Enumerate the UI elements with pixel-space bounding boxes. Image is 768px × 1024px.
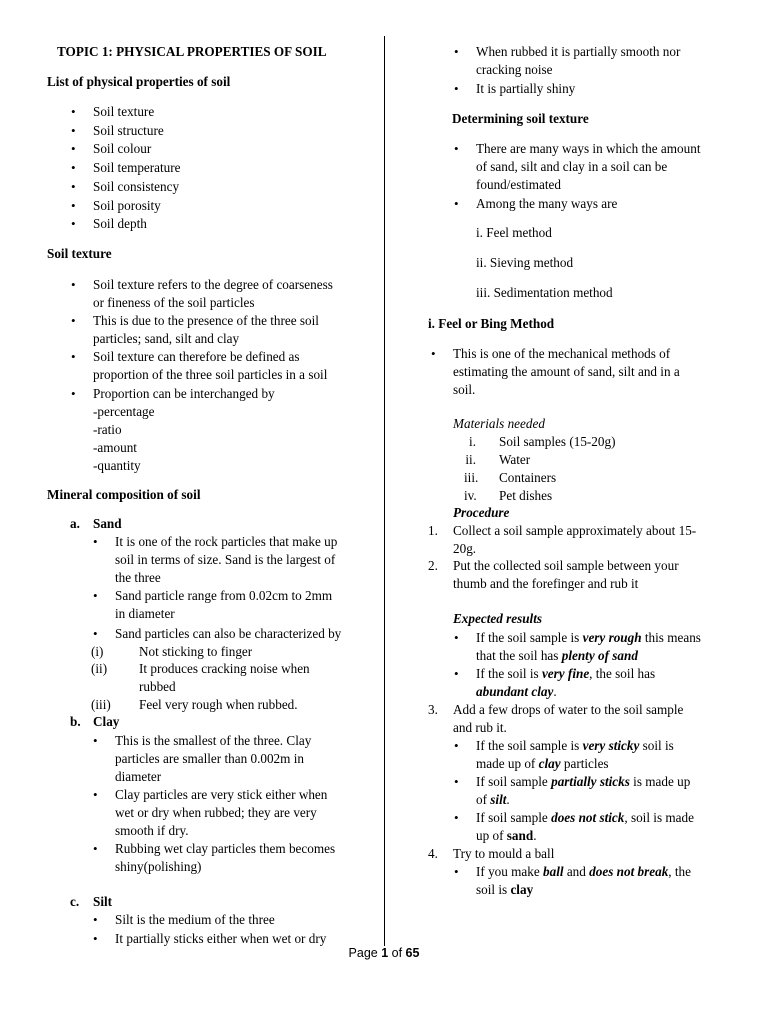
- silt-cont-bullet-1-line-2: cracking noise: [476, 62, 553, 77]
- texture-bullet-4: • Proportion can be interchanged by: [93, 385, 275, 403]
- method-item: iii. Sedimentation method: [476, 285, 613, 300]
- sand-char-text: Feel very rough when rubbed.: [139, 697, 298, 712]
- clay-bullet-2-line-3: smooth if dry.: [115, 823, 189, 838]
- step-1-line-2: 20g.: [453, 541, 477, 556]
- texture-bullet-4-line-3: -ratio: [93, 422, 122, 437]
- sand-char-number: (iii): [91, 697, 111, 712]
- result-very-fine-line-2: abundant clay.: [476, 684, 557, 699]
- expected-heading: Expected results: [453, 611, 543, 626]
- method-item: i. Feel method: [476, 225, 552, 240]
- determining-bullet-1-line-2: of sand, silt and clay in a soil can be: [476, 159, 668, 174]
- page-footer: Page 1 of 65: [348, 946, 420, 960]
- step-3-line-2: and rub it.: [453, 720, 507, 735]
- clay-marker: b.: [70, 714, 81, 729]
- silt-cont-bullet-1: • When rubbed it is partially smooth nor: [476, 43, 680, 61]
- result-very-rough: • If the soil sample is very rough this means: [476, 629, 701, 647]
- silt-cont-bullet-2: • It is partially shiny: [476, 80, 575, 98]
- material-number: iii.: [464, 470, 479, 485]
- result-very-sticky-line-2: made up of clay particles: [476, 756, 609, 771]
- determining-bullet-1: • There are many ways in which the amount: [476, 140, 700, 158]
- silt-title: Silt: [93, 894, 113, 909]
- clay-bullet-1-line-2: particles are smaller than 0.002m in: [115, 751, 304, 766]
- result-ball: • If you make ball and does not break, the: [476, 863, 691, 881]
- result-does-not-stick: • If soil sample does not stick, soil is made: [476, 809, 694, 827]
- step-1-number: 1.: [428, 523, 438, 538]
- texture-bullet-3: • Soil texture can therefore be defined as: [93, 348, 300, 366]
- column-divider: [384, 36, 385, 946]
- texture-bullet-3-line-2: proportion of the three soil particles in a soil: [93, 367, 328, 382]
- clay-bullet-1-line-3: diameter: [115, 769, 162, 784]
- step-4-line-1: Try to mould a ball: [453, 846, 555, 861]
- material-number: ii.: [465, 452, 476, 467]
- texture-heading: Soil texture: [47, 246, 112, 261]
- texture-bullet-2-line-2: particles; sand, silt and clay: [93, 331, 240, 346]
- materials-heading: Materials needed: [453, 416, 545, 431]
- result-partially-sticks-line-2: of silt.: [476, 792, 510, 807]
- clay-bullet-2: • Clay particles are very stick either when: [115, 786, 327, 804]
- clay-bullet-1: • This is the smallest of the three. Clay: [115, 732, 311, 750]
- determining-bullet-1-line-3: found/estimated: [476, 177, 561, 192]
- sand-marker: a.: [70, 516, 80, 531]
- clay-title: Clay: [93, 714, 120, 729]
- sand-bullet-2-line-2: in diameter: [115, 606, 175, 621]
- sand-bullet-2: • Sand particle range from 0.02cm to 2mm: [115, 587, 332, 605]
- step-1-line-1: Collect a soil sample approximately about 15-: [453, 523, 697, 538]
- property-item: • Soil depth: [93, 215, 147, 233]
- silt-bullet-1: • Silt is the medium of the three: [115, 911, 275, 929]
- material-item: Soil samples (15-20g): [499, 434, 616, 449]
- result-very-rough-line-2: that the soil has plenty of sand: [476, 648, 638, 663]
- clay-bullet-2-line-2: wet or dry when rubbed; they are very: [115, 805, 317, 820]
- result-ball-line-2: soil is clay: [476, 882, 534, 897]
- step-3-line-1: Add a few drops of water to the soil sample: [453, 702, 684, 717]
- sand-bullet-1-line-3: the three: [115, 570, 161, 585]
- texture-bullet-1-line-2: or fineness of the soil particles: [93, 295, 255, 310]
- sand-bullet-1-line-2: soil in terms of size. Sand is the largest of: [115, 552, 336, 567]
- list-heading: List of physical properties of soil: [47, 74, 231, 89]
- procedure-heading: Procedure: [453, 505, 510, 520]
- texture-bullet-4-line-4: -amount: [93, 440, 137, 455]
- feel-heading: i. Feel or Bing Method: [428, 316, 555, 331]
- sand-char-text: rubbed: [139, 679, 176, 694]
- property-item: • Soil temperature: [93, 159, 181, 177]
- method-item: ii. Sieving method: [476, 255, 574, 270]
- step-4-number: 4.: [428, 846, 438, 861]
- material-item: Water: [499, 452, 531, 467]
- sand-char-text: Not sticking to finger: [139, 644, 253, 659]
- material-number: i.: [469, 434, 476, 449]
- property-item: • Soil structure: [93, 122, 164, 140]
- determining-bullet-2: • Among the many ways are: [476, 195, 617, 213]
- silt-bullet-2: • It partially sticks either when wet or dry: [115, 930, 326, 948]
- texture-bullet-2: • This is due to the presence of the three soil: [93, 312, 319, 330]
- result-very-sticky: • If the soil sample is very sticky soil is: [476, 737, 674, 755]
- texture-bullet-4-line-5: -quantity: [93, 458, 141, 473]
- mineral-heading: Mineral composition of soil: [47, 487, 201, 502]
- texture-bullet-1: • Soil texture refers to the degree of coarseness: [93, 276, 333, 294]
- topic-title: TOPIC 1: PHYSICAL PROPERTIES OF SOIL: [57, 44, 327, 59]
- property-item: • Soil porosity: [93, 197, 161, 215]
- feel-bullet-line: soil.: [453, 382, 476, 397]
- property-item: • Soil colour: [93, 140, 151, 158]
- result-partially-sticks: • If soil sample partially sticks is made up: [476, 773, 690, 791]
- determining-heading: Determining soil texture: [452, 111, 589, 126]
- material-number: iv.: [464, 488, 477, 503]
- sand-title: Sand: [93, 516, 122, 531]
- property-item: • Soil texture: [93, 103, 154, 121]
- feel-bullet-line: estimating the amount of sand, silt and in a: [453, 364, 680, 379]
- sand-char-number: (ii): [91, 661, 108, 676]
- sand-bullet-3: • Sand particles can also be characterized by: [115, 625, 341, 643]
- result-does-not-stick-line-2: up of sand.: [476, 828, 537, 843]
- sand-char-text: It produces cracking noise when: [139, 661, 310, 676]
- texture-bullet-4-line-2: -percentage: [93, 404, 155, 419]
- result-very-fine: • If the soil is very fine, the soil has: [476, 665, 655, 683]
- sand-bullet-1: • It is one of the rock particles that make up: [115, 533, 337, 551]
- material-item: Containers: [499, 470, 557, 485]
- feel-bullet-line: • This is one of the mechanical methods of: [453, 345, 670, 363]
- step-3-number: 3.: [428, 702, 438, 717]
- material-item: Pet dishes: [499, 488, 553, 503]
- step-2-number: 2.: [428, 558, 438, 573]
- step-2-line-2: thumb and the forefinger and rub it: [453, 576, 639, 591]
- silt-marker: c.: [70, 894, 80, 909]
- step-2-line-1: Put the collected soil sample between your: [453, 558, 679, 573]
- sand-char-number: (i): [91, 644, 104, 659]
- property-item: • Soil consistency: [93, 178, 179, 196]
- clay-bullet-3-line-2: shiny(polishing): [115, 859, 202, 874]
- clay-bullet-3: • Rubbing wet clay particles them becomes: [115, 840, 335, 858]
